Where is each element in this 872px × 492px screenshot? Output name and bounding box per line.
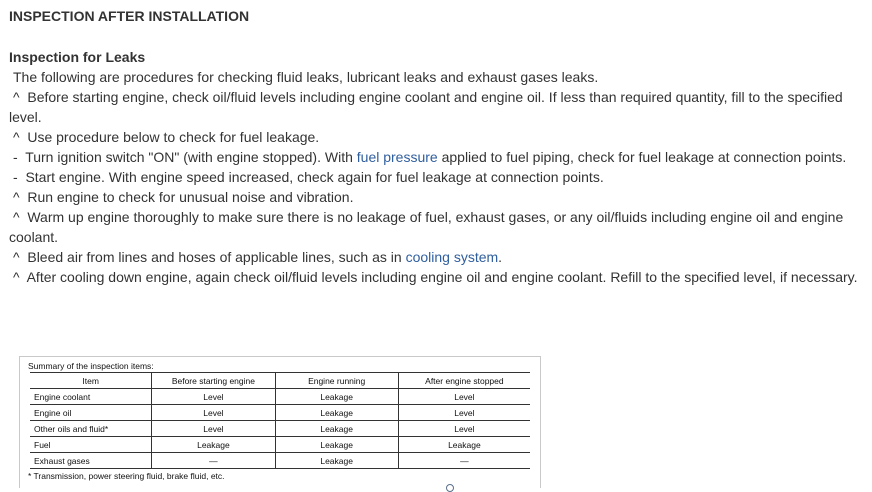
line-text: Turn ignition switch "ON" (with engine stopped). With <box>25 149 357 165</box>
table-row <box>30 437 530 453</box>
procedure-line <box>9 67 867 87</box>
value-cell: Level <box>152 421 275 437</box>
dash-bullet: - <box>13 169 18 185</box>
caret-bullet: ^ <box>13 89 20 105</box>
line-text: Use procedure below to check for fuel leakage. <box>27 129 320 145</box>
value-cell: Level <box>152 389 275 405</box>
value-cell: Level <box>152 405 275 421</box>
zoom-icon[interactable] <box>446 484 454 492</box>
value-cell: Leakage <box>152 437 275 453</box>
table-header-row <box>30 373 530 389</box>
line-text: After cooling down engine, again check oil/fluid levels including engine oil and engine coolant. Refill to the specified level, if necessary. <box>26 269 858 285</box>
value-cell: Leakage <box>275 405 398 421</box>
procedure-line <box>9 247 867 267</box>
inline-link[interactable]: cooling system <box>405 249 499 265</box>
value-cell: Leakage <box>275 389 398 405</box>
table-row <box>30 405 530 421</box>
value-cell: Level <box>398 405 530 421</box>
table-row <box>30 389 530 405</box>
procedure-list <box>9 67 867 287</box>
figure-footnote: * Transmission, power steering fluid, brake fluid, etc. <box>28 471 225 481</box>
row-label-cell: Engine coolant <box>30 389 152 405</box>
section-title: INSPECTION AFTER INSTALLATION <box>9 8 250 24</box>
line-text: Run engine to check for unusual noise and vibration. <box>27 189 354 205</box>
inspection-summary-table <box>30 372 530 469</box>
value-cell: Leakage <box>398 437 530 453</box>
header-after-stopped: After engine stopped <box>398 373 530 389</box>
value-cell: Level <box>398 421 530 437</box>
procedure-line <box>9 147 867 167</box>
procedure-line <box>9 87 867 127</box>
line-text: Warm up engine thoroughly to make sure there is no leakage of fuel, exhaust gases, or any oil/fluids including engine oil and engine coolant. <box>9 209 844 245</box>
table-row <box>30 453 530 469</box>
caret-bullet: ^ <box>13 269 20 285</box>
value-cell: — <box>398 453 530 469</box>
value-cell: Level <box>398 389 530 405</box>
line-text: applied to fuel piping, check for fuel leakage at connection points. <box>437 149 847 165</box>
row-label-cell: Engine oil <box>30 405 152 421</box>
value-cell: Leakage <box>275 421 398 437</box>
row-label-cell: Fuel <box>30 437 152 453</box>
value-cell: — <box>152 453 275 469</box>
figure-caption: Summary of the inspection items: <box>28 361 154 371</box>
line-text: . <box>498 249 503 265</box>
row-label-cell: Other oils and fluid* <box>30 421 152 437</box>
procedure-line <box>9 127 867 147</box>
header-engine-running: Engine running <box>275 373 398 389</box>
line-text: Before starting engine, check oil/fluid levels including engine coolant and engine oil. If less than required quantity, fill to the specified level. <box>9 89 843 125</box>
line-text: Start engine. With engine speed increased, check again for fuel leakage at connection points. <box>25 169 604 185</box>
inspection-summary-figure <box>19 356 541 488</box>
caret-bullet: ^ <box>13 209 20 225</box>
caret-bullet: ^ <box>13 249 20 265</box>
procedure-line <box>9 207 867 247</box>
line-text: The following are procedures for checking fluid leaks, lubricant leaks and exhaust gases leaks. <box>13 69 599 85</box>
line-text: Bleed air from lines and hoses of applicable lines, such as in <box>27 249 406 265</box>
inline-link[interactable]: fuel pressure <box>356 149 438 165</box>
dash-bullet: - <box>13 149 18 165</box>
procedure-line <box>9 187 867 207</box>
procedure-line <box>9 267 867 287</box>
value-cell: Leakage <box>275 437 398 453</box>
procedure-line <box>9 167 867 187</box>
subsection-title: Inspection for Leaks <box>9 49 146 65</box>
caret-bullet: ^ <box>13 129 20 145</box>
value-cell: Leakage <box>275 453 398 469</box>
header-item: Item <box>30 373 152 389</box>
table-row <box>30 421 530 437</box>
row-label-cell: Exhaust gases <box>30 453 152 469</box>
caret-bullet: ^ <box>13 189 20 205</box>
header-before-starting: Before starting engine <box>152 373 275 389</box>
